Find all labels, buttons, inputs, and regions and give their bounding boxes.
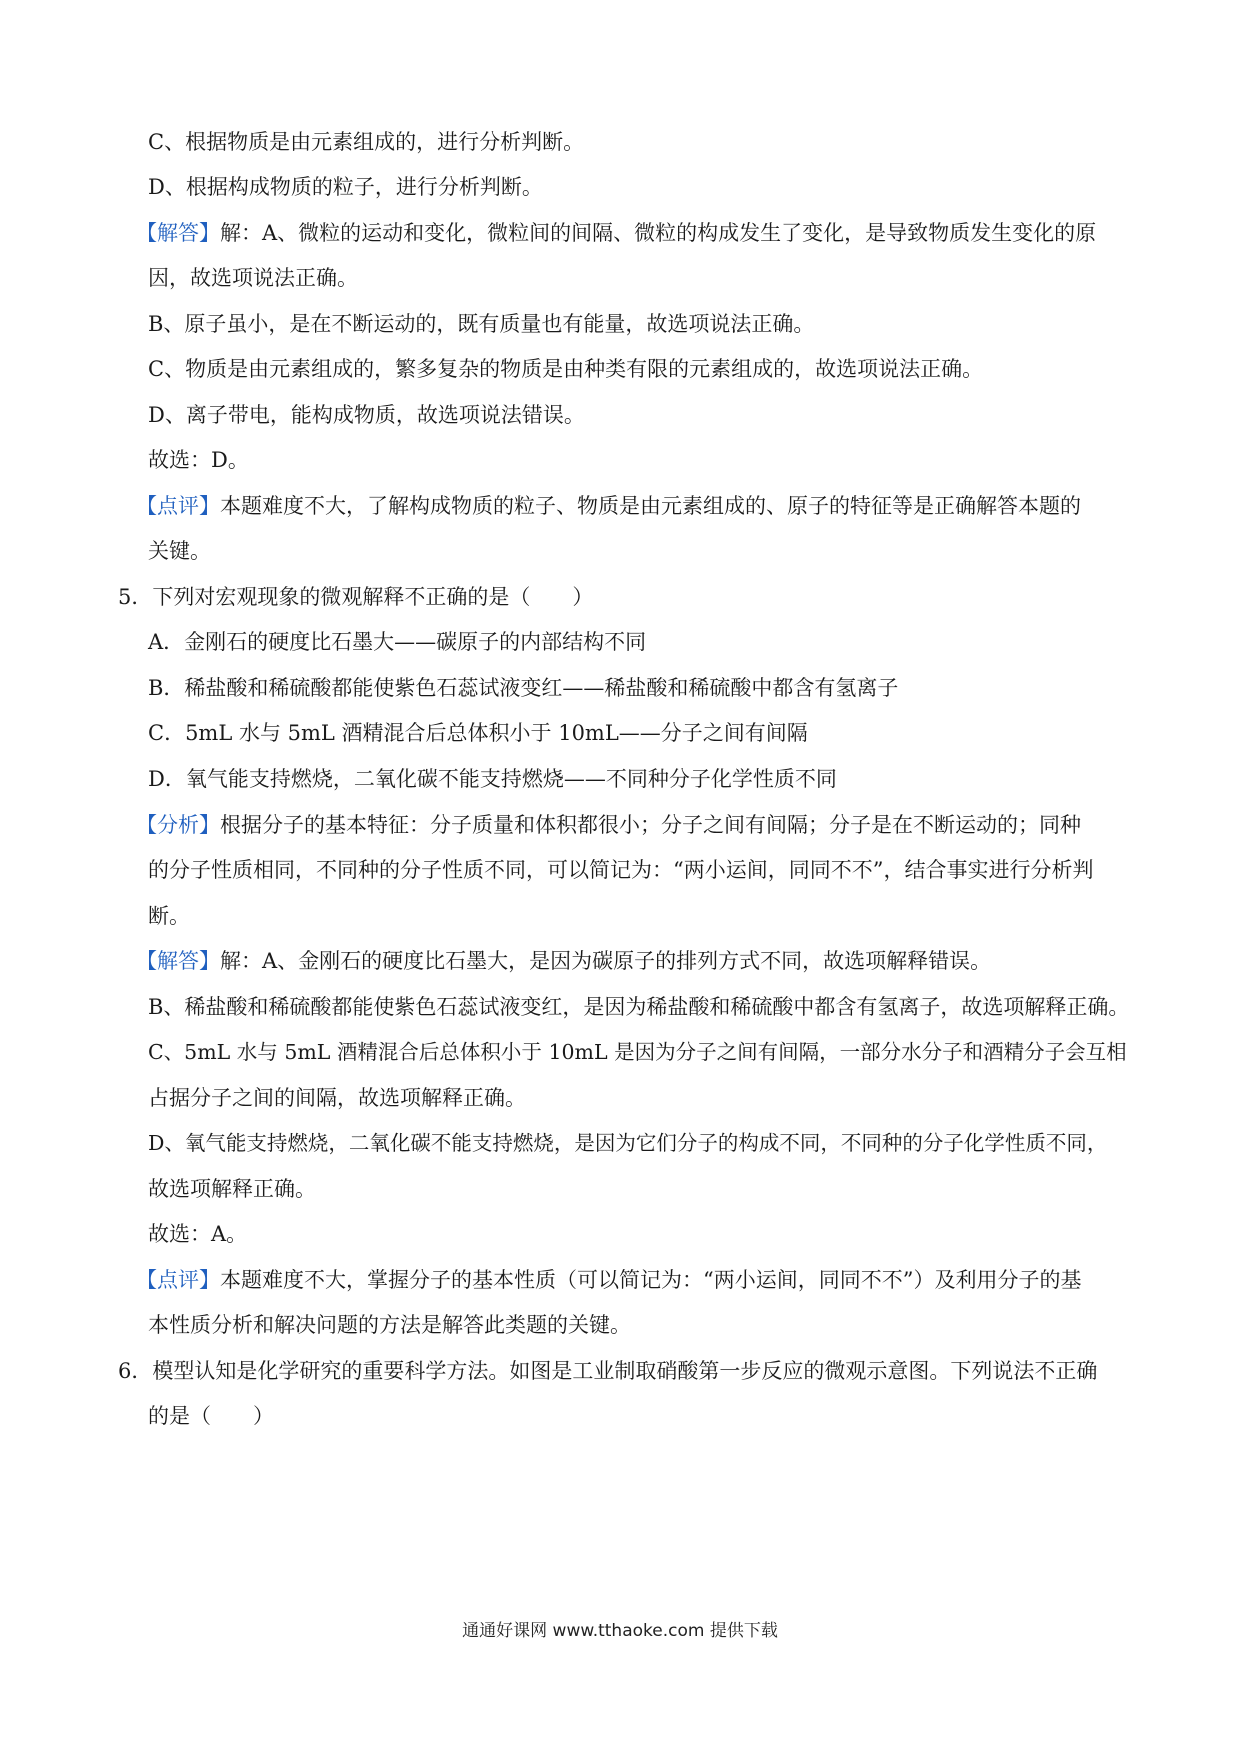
page-footer: 通通好课网 www.tthaoke.com 提供下载 <box>462 1621 778 1641</box>
q4-answer-c: C、物质是由元素组成的，繁多复杂的物质是由种类有限的元素组成的，故选项说法正确。 <box>148 357 984 381</box>
answer-tag: 【解答】 <box>136 221 220 245</box>
q5-comment-line-2: 本性质分析和解决问题的方法是解答此类题的关键。 <box>148 1313 631 1337</box>
q4-comment-line-1: 【点评】本题难度不大，了解构成物质的粒子、物质是由元素组成的、原子的特征等是正确解答本题的 <box>136 494 1081 518</box>
q4-comment-line-2: 关键。 <box>148 539 211 563</box>
analysis-tag: 【分析】 <box>136 813 220 837</box>
q5-option-a: A．金刚石的硬度比石墨大——碳原子的内部结构不同 <box>148 630 647 654</box>
answer-tag: 【解答】 <box>136 949 220 973</box>
q5-option-d: D．氧气能支持燃烧，二氧化碳不能支持燃烧——不同种分子化学性质不同 <box>148 767 837 791</box>
q5-answer-line-1: 【解答】解：A、金刚石的硬度比石墨大，是因为碳原子的排列方式不同，故选项解释错误。 <box>136 949 992 973</box>
q5-option-b: B．稀盐酸和稀硫酸都能使紫色石蕊试液变红——稀盐酸和稀硫酸中都含有氢离子 <box>148 676 899 700</box>
q5-answer-d-line-2: 故选项解释正确。 <box>148 1177 316 1201</box>
q5-stem: 5．下列对宏观现象的微观解释不正确的是（ ） <box>118 585 594 609</box>
q5-option-c: C．5mL 水与 5mL 酒精混合后总体积小于 10mL——分子之间有间隔 <box>148 721 808 745</box>
q4-analysis-d: D、根据构成物质的粒子，进行分析判断。 <box>148 175 543 199</box>
q5-answer-d-line-1: D、氧气能支持燃烧，二氧化碳不能支持燃烧，是因为它们分子的构成不同，不同种的分子化学性质不同， <box>148 1131 1108 1155</box>
q5-answer-b: B、稀盐酸和稀硫酸都能使紫色石蕊试液变红，是因为稀盐酸和稀硫酸中都含有氢离子，故选项解释正确。 <box>148 995 1130 1019</box>
q5-answer-c-line-2: 占据分子之间的间隔，故选项解释正确。 <box>148 1086 526 1110</box>
q5-analysis-line-3: 断。 <box>148 904 190 928</box>
q6-stem-line-2: 的是（ ） <box>148 1404 274 1428</box>
q4-answer-d: D、离子带电，能构成物质，故选项说法错误。 <box>148 403 585 427</box>
q5-choice: 故选：A。 <box>148 1222 248 1246</box>
q4-answer-line-1: 【解答】解：A、微粒的运动和变化，微粒间的间隔、微粒的构成发生了变化，是导致物质发生变化的原 <box>136 221 1097 245</box>
q5-analysis-line-1: 【分析】根据分子的基本特征：分子质量和体积都很小；分子之间有间隔；分子是在不断运动的；同种 <box>136 813 1081 837</box>
q4-choice: 故选：D。 <box>148 448 249 472</box>
q4-answer-b: B、原子虽小，是在不断运动的，既有质量也有能量，故选项说法正确。 <box>148 312 815 336</box>
q5-analysis-line-2: 的分子性质相同，不同种的分子性质不同，可以简记为：“两小运间，同同不不”，结合事实进行分析判 <box>148 858 1094 882</box>
q6-stem-line-1: 6．模型认知是化学研究的重要科学方法。如图是工业制取硝酸第一步反应的微观示意图。下列说法不正确 <box>118 1359 1098 1383</box>
comment-tag: 【点评】 <box>136 494 220 518</box>
q4-analysis-c: C、根据物质是由元素组成的，进行分析判断。 <box>148 130 585 154</box>
comment-tag: 【点评】 <box>136 1268 220 1292</box>
q4-answer-line-2: 因，故选项说法正确。 <box>148 266 358 290</box>
q5-answer-c-line-1: C、5mL 水与 5mL 酒精混合后总体积小于 10mL 是因为分子之间有间隔，一部分水分子和酒精分子会互相 <box>148 1040 1127 1064</box>
q5-comment-line-1: 【点评】本题难度不大，掌握分子的基本性质（可以简记为：“两小运间，同同不不”）及利用分子的基 <box>136 1268 1082 1292</box>
